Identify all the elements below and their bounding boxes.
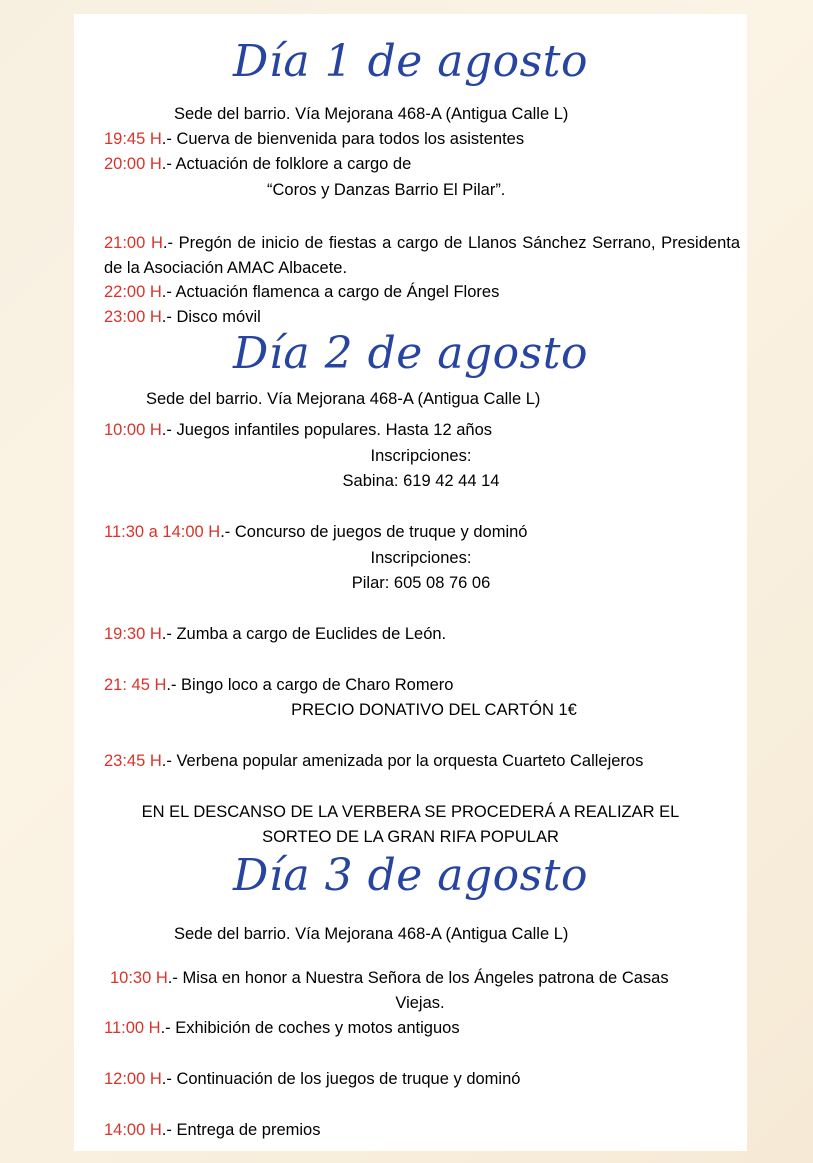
- event-text: .- Misa en honor a Nuestra Señora de los Ángeles patrona de Casas: [167, 969, 669, 987]
- event-text: .- Exhibición de coches y motos antiguos: [160, 1019, 460, 1037]
- day3-event-1-cont: Viejas.: [395, 994, 445, 1012]
- day2-event-2-contact: Pilar: 605 08 76 06: [351, 574, 491, 592]
- day2-event-2: [104, 522, 740, 542]
- day3-event-2: [104, 1018, 740, 1038]
- day1-event-2: [104, 154, 740, 174]
- day3-event-3: [104, 1069, 740, 1089]
- day2-event-1-signup: Inscripciones:: [370, 447, 472, 465]
- day2-event-2-signup: Inscripciones:: [370, 549, 472, 567]
- day2-event-3: [104, 624, 740, 644]
- event-text: .- Disco móvil: [161, 308, 261, 326]
- event-time: 19:30 H: [104, 625, 162, 643]
- day2-event-4: [104, 675, 740, 695]
- event-time: 14:00 H: [104, 1121, 162, 1139]
- event-time: 11:00 H: [104, 1019, 161, 1037]
- day2-raffle-note-1: EN EL DESCANSO DE LA VERBERA SE PROCEDERÁ A REALIZAR EL: [141, 803, 680, 821]
- event-text: .- Actuación de folklore a cargo de: [161, 155, 412, 173]
- event-text: .- Entrega de premios: [161, 1121, 321, 1139]
- event-text: .- Continuación de los juegos de truque y dominó: [161, 1070, 521, 1088]
- event-text: .- Bingo loco a cargo de Charo Romero: [166, 676, 454, 694]
- event-time: 20:00 H: [104, 155, 162, 173]
- event-time: 11:30 a 14:00 H: [104, 523, 221, 541]
- day3-venue: Sede del barrio. Vía Mejorana 468-A (Antigua Calle L): [174, 925, 569, 943]
- event-time: 19:45 H: [104, 130, 162, 148]
- event-time: 23:00 H: [104, 308, 162, 326]
- day2-event-1-contact: Sabina: 619 42 44 14: [342, 472, 500, 490]
- day1-event-1: [104, 129, 740, 149]
- day2-event-4-price: PRECIO DONATIVO DEL CARTÓN 1€: [291, 701, 577, 719]
- event-text: .- Concurso de juegos de truque y dominó: [220, 523, 528, 541]
- day1-event-5: [104, 307, 740, 327]
- day3-event-1: [110, 968, 746, 988]
- event-text: .- Zumba a cargo de Euclides de León.: [161, 625, 447, 643]
- day2-raffle-note-2: SORTEO DE LA GRAN RIFA POPULAR: [262, 828, 559, 846]
- day2-event-5: [104, 751, 740, 771]
- event-text: .- Actuación flamenca a cargo de Ángel Flores: [161, 283, 500, 301]
- day1-venue: Sede del barrio. Vía Mejorana 468-A (Antigua Calle L): [174, 105, 569, 123]
- day1-event-4: [104, 282, 740, 302]
- day2-venue: Sede del barrio. Vía Mejorana 468-A (Antigua Calle L): [146, 390, 541, 408]
- event-time: 22:00 H: [104, 283, 162, 301]
- event-text: .- Pregón de inicio de fiestas a cargo de Llanos Sánchez Serrano, Presidenta de la Asociación AMAC Albacete.: [104, 234, 741, 277]
- event-text: .- Cuerva de bienvenida para todos los asistentes: [161, 130, 525, 148]
- day1-heading: Día 1 de agosto: [233, 36, 588, 87]
- event-text: .- Verbena popular amenizada por la orquesta Cuarteto Callejeros: [161, 752, 644, 770]
- day3-heading: Día 3 de agosto: [233, 850, 588, 901]
- event-time: 12:00 H: [104, 1070, 162, 1088]
- day3-event-4: [104, 1120, 740, 1140]
- day2-heading: Día 2 de agosto: [233, 328, 588, 379]
- event-time: 10:30 H: [110, 969, 168, 987]
- day1-event-2-detail: “Coros y Danzas Barrio El Pilar”.: [267, 181, 506, 199]
- event-time: 21: 45 H: [104, 676, 167, 694]
- event-time: 21:00 H: [104, 234, 163, 252]
- program-page: [74, 14, 747, 1151]
- day1-event-3: [104, 231, 740, 281]
- day2-event-1: [104, 420, 740, 440]
- event-time: 10:00 H: [104, 421, 162, 439]
- event-time: 23:45 H: [104, 752, 162, 770]
- event-text: .- Juegos infantiles populares. Hasta 12 años: [161, 421, 492, 439]
